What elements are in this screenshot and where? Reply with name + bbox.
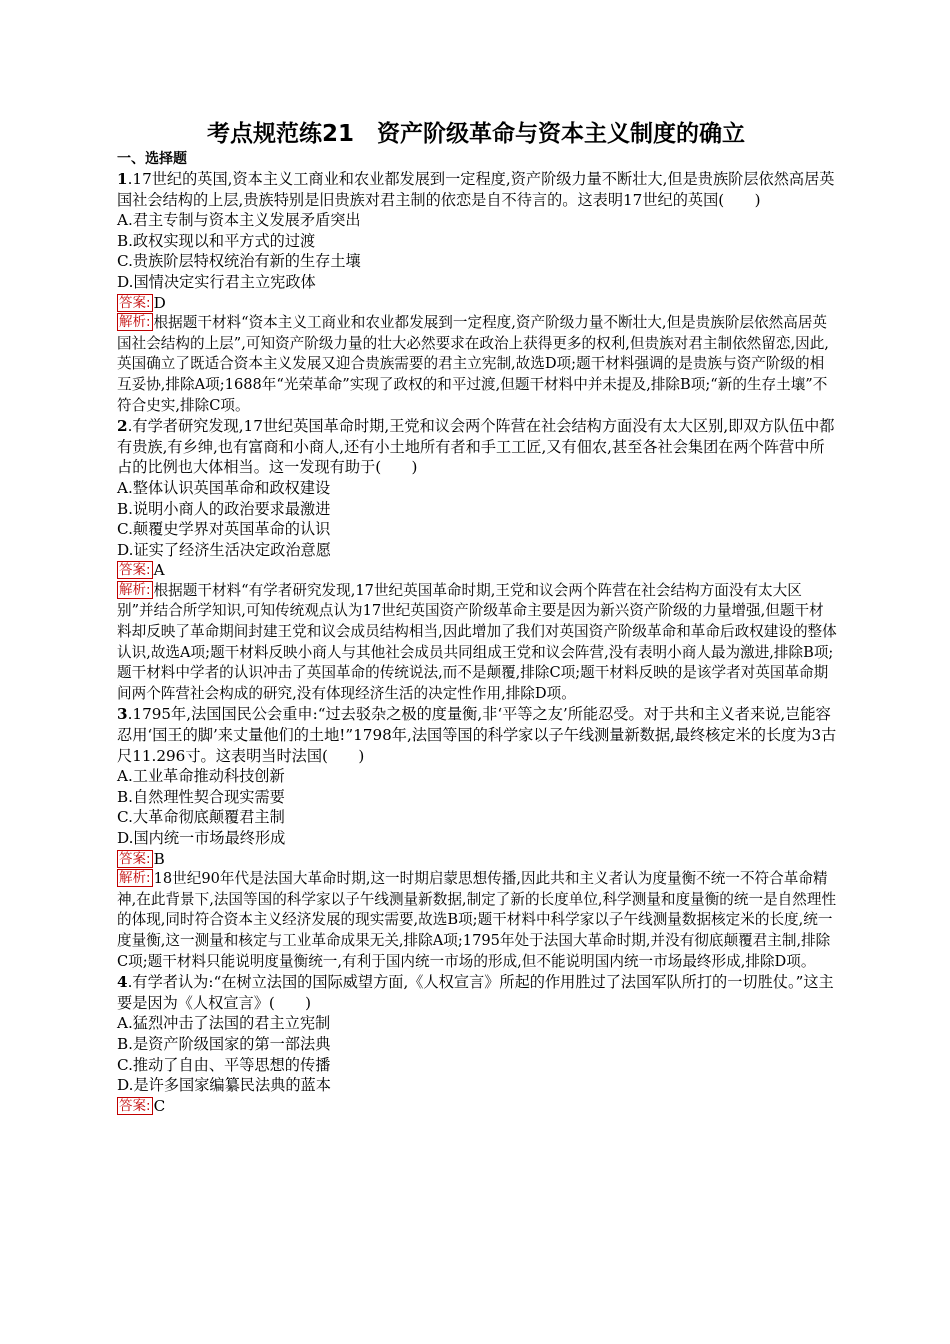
- answer-tag: 答案:: [119, 562, 151, 579]
- option-c: C.大革命彻底颠覆君主制: [117, 808, 285, 827]
- explanation: [117, 313, 837, 416]
- option-a: A.君主专制与资本主义发展矛盾突出: [117, 211, 361, 230]
- option-b: B.政权实现以和平方式的过渡: [117, 231, 316, 250]
- question-text: .有学者认为:“在树立法国的国际威望方面,《人权宣言》所起的作用胜过了法国军队所打的一切胜仗。”这主要是因为《人权宣言》( ): [117, 973, 834, 1012]
- question-3: [115, 704, 837, 972]
- question-text: .有学者研究发现,17世纪英国革命时期,王党和议会两个阵营在社会结构方面没有太大区别,即双方队伍中都有贵族,有乡绅,也有富商和小商人,还有小土地所有者和手工工匠,又有佃农,甚至各社会集团在两个阵营中所占的比例也大体相当。这一发现有助于( ): [117, 417, 835, 477]
- answer-tag: 答案:: [119, 294, 151, 311]
- question-stem: [117, 416, 837, 478]
- explanation-text: 根据题干材料“资本主义工商业和农业都发展到一定程度,资产阶级力量不断壮大,但是贵族阶层依然高居英国社会结构的上层”,可知资产阶级力量的壮大必然要求在政治上获得更多的权利,但贵族对君主制依然留恋,因此,英国确立了既适合资本主义发展又迎合贵族需要的君主立宪制,故选D项;题干材料强调的是贵族与资产阶级的相互妥协,排除A项;1688年“光荣革命”实现了政权的和平过渡,但题干材料中并未提及,排除B项;“新的生存土壤”不符合史实,排除C项。: [117, 314, 829, 414]
- question-number: 4: [117, 973, 128, 992]
- option-a: A.整体认识英国革命和政权建设: [117, 478, 331, 497]
- document-page: [115, 118, 837, 1116]
- question-number: 1: [117, 170, 128, 188]
- explanation-text: 18世纪90年代是法国大革命时期,这一时期启蒙思想传播,因此共和主义者认为度量衡不统一不符合革命精神,在此背景下,法国等国的科学家以子午线测量新数据,制定了新的长度单位,科学测量和度量衡的统一是自然理性的体现,同时符合资本主义经济发展的现实需要,故选B项;题干材料中科学家以子午线测量数据核定米的长度,统一度量衡,这一测量和核定与工业革命成果无关,排除A项;1795年处于法国大革命时期,并没有彻底颠覆君主制,排除C项;题干材料只能说明度量衡统一,有利于国内统一市场的形成,但不能说明国内统一市场最终形成,排除D项。: [117, 870, 837, 970]
- option-d: D.国情决定实行君主立宪政体: [117, 272, 316, 291]
- explanation-text: 根据题干材料“有学者研究发现,17世纪英国革命时期,王党和议会两个阵营在社会结构方面没有太大区别”并结合所学知识,可知传统观点认为17世纪英国资产阶级革命主要是因为新兴资产阶级的力量增强,但题干材料却反映了革命期间封建王党和议会成员结构相当,因此增加了我们对英国资产阶级革命和革命后政权建设的整体认识,故选A项;题干材料反映小商人与其他社会成员共同组成王党和议会阵营,没有表明小商人最为激进,排除B项;题干材料中学者的认识冲击了英国革命的传统说法,而不是颠覆,排除C项;题干材料反映的是该学者对英国革命期间两个阵营社会构成的研究,没有体现经济生活的决定性作用,排除D项。: [117, 581, 837, 702]
- answer-line: [117, 1096, 837, 1117]
- question-text: .17世纪的英国,资本主义工商业和农业都发展到一定程度,资产阶级力量不断壮大,但是贵族阶层依然高居英国社会结构的上层,贵族特别是旧贵族对君主制的依恋是自不待言的。这表明17世纪的英国( ): [117, 170, 835, 209]
- question-stem: [117, 169, 837, 210]
- answer-value: B: [153, 849, 165, 868]
- answer-value: D: [153, 293, 166, 312]
- answer-line: [117, 293, 837, 314]
- explanation-tag: 解析:: [119, 581, 151, 598]
- answer-value: A: [153, 561, 165, 580]
- explanation-tag: 解析:: [119, 870, 151, 887]
- option-b: B.自然理性契合现实需要: [117, 787, 285, 806]
- explanation-tag: 解析:: [119, 314, 151, 331]
- answer-line: [117, 849, 837, 870]
- option-d: D.是许多国家编纂民法典的蓝本: [117, 1076, 331, 1095]
- answer-line: [117, 560, 837, 581]
- option-d: D.证实了经济生活决定政治意愿: [117, 540, 331, 559]
- option-c: C.推动了自由、平等思想的传播: [117, 1055, 331, 1074]
- question-text: .1795年,法国国民公会重申:“过去驳杂之极的度量衡,非‘平等之友’所能忍受。对于共和主义者来说,岂能容忍用‘国王的脚’来丈量他们的土地!”1798年,法国等国的科学家以子午线测量新数据,最终核定米的长度为3古尺11.296寸。这表明当时法国( ): [117, 705, 837, 765]
- question-stem: [117, 704, 837, 766]
- page-title: 考点规范练21 资产阶级革命与资本主义制度的确立: [206, 121, 745, 147]
- section-heading: 一、选择题: [117, 151, 187, 167]
- option-c: C.颠覆史学界对英国革命的认识: [117, 520, 331, 539]
- explanation: [117, 869, 837, 972]
- question-2: [115, 416, 837, 704]
- option-d: D.国内统一市场最终形成: [117, 829, 286, 847]
- question-4: [115, 972, 837, 1116]
- option-c: C.贵族阶层特权统治有新的生存土壤: [117, 252, 361, 271]
- question-stem: [117, 972, 837, 1013]
- answer-tag: 答案:: [119, 1097, 151, 1114]
- answer-tag: 答案:: [119, 850, 151, 867]
- answer-value: C: [153, 1096, 166, 1115]
- option-a: A.工业革命推动科技创新: [117, 767, 285, 786]
- question-1: [115, 169, 837, 416]
- explanation: [117, 581, 837, 705]
- option-b: B.是资产阶级国家的第一部法典: [117, 1034, 331, 1053]
- option-b: B.说明小商人的政治要求最激进: [117, 499, 331, 518]
- question-number: 2: [117, 417, 128, 436]
- option-a: A.猛烈冲击了法国的君主立宪制: [117, 1014, 331, 1033]
- question-number: 3: [117, 705, 128, 724]
